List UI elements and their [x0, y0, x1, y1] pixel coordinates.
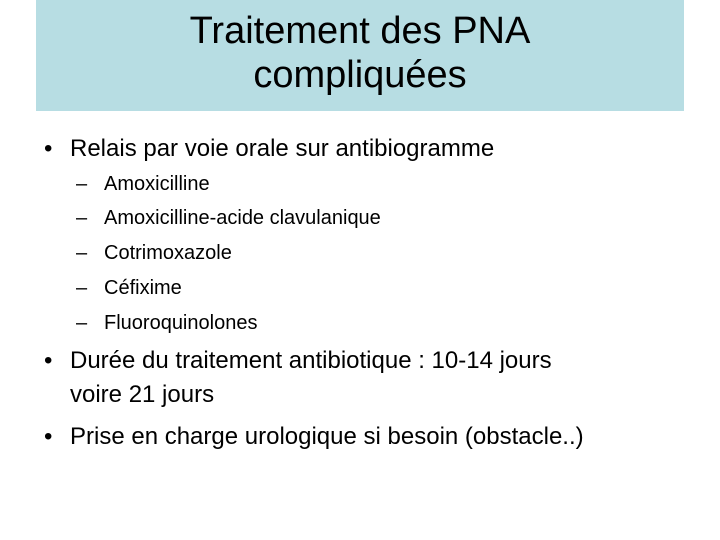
sub-marker: – [76, 207, 88, 229]
bullet-text-line-1: Durée du traitement antibiotique : 10-14 jours [70, 347, 552, 374]
sub-text: Fluoroquinolones [104, 312, 258, 334]
sub-marker: – [76, 242, 88, 264]
bullet-text-line-2: voire 21 jours [70, 381, 215, 408]
bullet-marker: • [44, 423, 53, 450]
bullet-text: Prise en charge urologique si besoin (obstacle..) [70, 423, 584, 450]
sub-text: Céfixime [104, 277, 182, 299]
slide-title-line-2: compliquées [253, 54, 467, 96]
sub-marker: – [76, 277, 88, 299]
sub-text: Cotrimoxazole [104, 242, 232, 264]
sub-text: Amoxicilline-acide clavulanique [104, 207, 381, 229]
slide-title-line-1: Traitement des PNA [189, 10, 531, 52]
title-banner [36, 0, 684, 111]
sub-marker: – [76, 173, 88, 195]
sub-text: Amoxicilline [104, 173, 210, 195]
sub-marker: – [76, 312, 88, 334]
bullet-marker: • [44, 135, 53, 162]
bullet-marker: • [44, 347, 53, 374]
bullet-text: Relais par voie orale sur antibiogramme [70, 135, 495, 162]
